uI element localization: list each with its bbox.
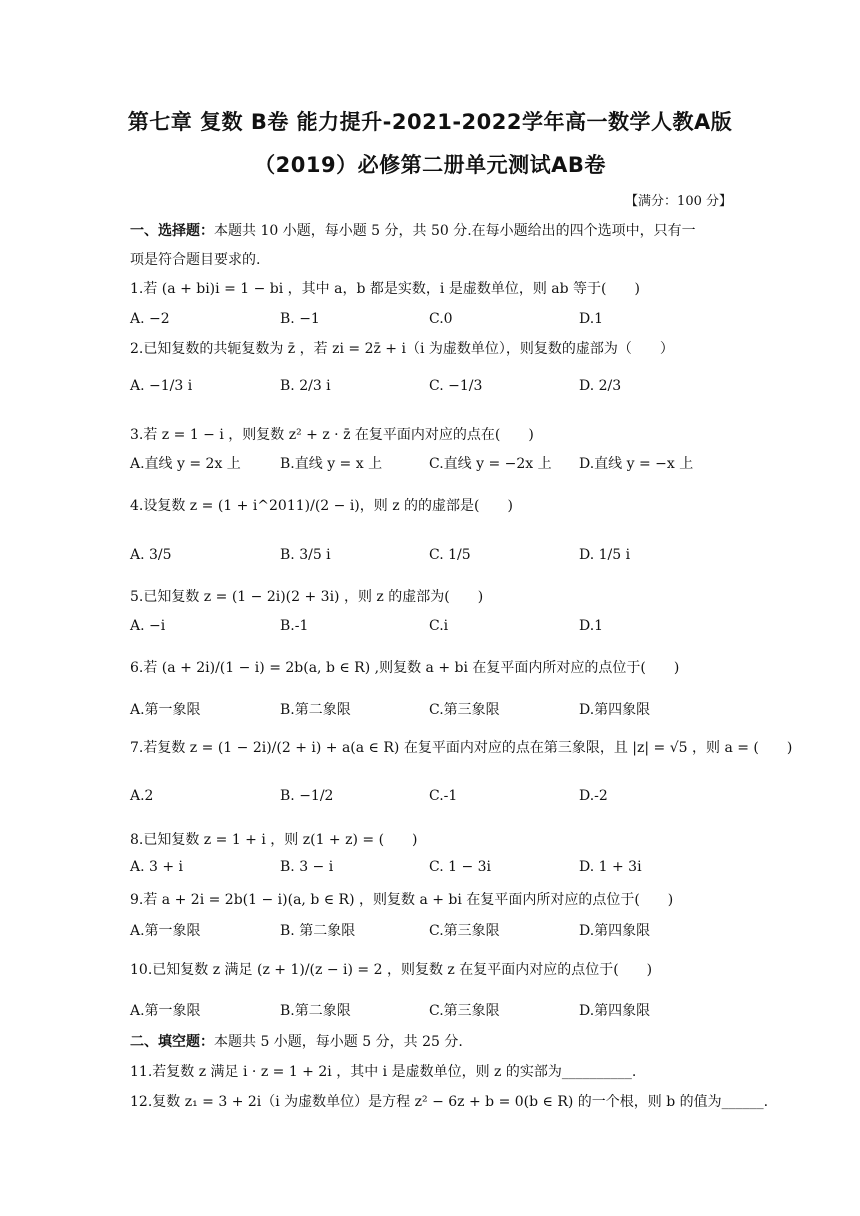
question-12: 12.复数 z₁ = 3 + 2i（i 为虚数单位）是方程 z² − 6z + b = 0(b ∈ R) 的一个根，则 b 的值为______. — [130, 1094, 769, 1110]
question-5: 5.已知复数 z = (1 − 2i)(2 + 3i) ，则 z 的虚部为( ) — [130, 589, 484, 605]
question-4: 4.设复数 z = (1 + i^2011)/(2 − i)，则 z 的的虚部是( ) — [130, 498, 513, 514]
option-1c: C.0 — [429, 311, 453, 327]
option-3d: D.直线 y = −x 上 — [579, 456, 694, 472]
options-5 — [130, 618, 730, 658]
option-4a: A. 3/5 — [130, 547, 172, 563]
option-4c: C. 1/5 — [429, 547, 471, 563]
option-7b: B. −1/2 — [280, 788, 334, 804]
option-10c: C.第三象限 — [429, 1003, 500, 1019]
section1-heading: 一、选择题： — [130, 223, 214, 239]
doc-title-line2: （2019）必修第二册单元测试AB卷 — [254, 153, 606, 177]
option-3b: B.直线 y = x 上 — [280, 456, 383, 472]
option-1a: A. −2 — [130, 311, 170, 327]
option-3c: C.直线 y = −2x 上 — [429, 456, 552, 472]
score-note: 【满分：100 分】 — [625, 194, 732, 209]
doc-title-line1: 第七章 复数 B卷 能力提升-2021-2022学年高一数学人教A版 — [127, 110, 733, 134]
options-9 — [130, 920, 730, 960]
option-6b: B.第二象限 — [280, 702, 351, 718]
option-5c: C.i — [429, 618, 449, 634]
option-2d: D. 2/3 — [579, 378, 622, 394]
options-6 — [130, 699, 730, 739]
option-8a: A. 3 + i — [130, 859, 184, 875]
option-5a: A. −i — [130, 618, 166, 634]
section2-intro — [130, 1031, 750, 1051]
option-6c: C.第三象限 — [429, 702, 500, 718]
option-2a: A. −1/3 i — [130, 378, 193, 394]
option-7a: A.2 — [130, 788, 154, 804]
option-8b: B. 3 − i — [280, 859, 334, 875]
option-4d: D. 1/5 i — [579, 547, 631, 563]
option-8c: C. 1 − 3i — [429, 859, 492, 875]
option-10a: A.第一象限 — [130, 1003, 201, 1019]
option-9b: B. 第二象限 — [280, 923, 356, 939]
options-2 — [130, 378, 730, 418]
section1-desc-line2: 项是符合题目要求的. — [130, 252, 261, 268]
option-10b: B.第二象限 — [280, 1003, 351, 1019]
option-9d: D.第四象限 — [579, 923, 651, 939]
option-6d: D.第四象限 — [579, 702, 651, 718]
section2-heading: 二、填空题： — [130, 1034, 214, 1050]
options-4 — [130, 547, 730, 587]
option-1b: B. −1 — [280, 311, 320, 327]
option-10d: D.第四象限 — [579, 1003, 651, 1019]
options-3 — [130, 453, 730, 493]
question-2: 2.已知复数的共轭复数为 z̄ ，若 zi = 2z̄ + i（i 为虚数单位），则复数的虚部为（ ） — [130, 341, 674, 357]
question-11: 11.若复数 z 满足 i · z = 1 + 2i ，其中 i 是虚数单位，则 z 的实部为__________. — [130, 1064, 637, 1080]
option-6a: A.第一象限 — [130, 702, 201, 718]
question-6: 6.若 (a + 2i)/(1 − i) = 2b(a, b ∈ R) ,则复数 a + bi 在复平面内所对应的点位于( ) — [130, 660, 680, 676]
question-8: 8.已知复数 z = 1 + i ，则 z(1 + z) = ( ) — [130, 832, 418, 848]
section1-intro — [130, 220, 750, 240]
section2-desc: 本题共 5 小题，每小题 5 分，共 25 分. — [214, 1034, 463, 1050]
option-2c: C. −1/3 — [429, 378, 483, 394]
section1-desc-line1: 本题共 10 小题，每小题 5 分，共 50 分.在每小题给出的四个选项中，只有一 — [214, 223, 696, 239]
option-7c: C.-1 — [429, 788, 458, 804]
option-4b: B. 3/5 i — [280, 547, 331, 563]
option-7d: D.-2 — [579, 788, 608, 804]
option-1d: D.1 — [579, 311, 604, 327]
option-3a: A.直线 y = 2x 上 — [130, 456, 241, 472]
question-10: 10.已知复数 z 满足 (z + 1)/(z − i) = 2 ，则复数 z 在复平面内对应的点位于( ) — [130, 962, 653, 978]
option-5d: D.1 — [579, 618, 604, 634]
option-8d: D. 1 + 3i — [579, 859, 642, 875]
question-3: 3.若 z = 1 − i ，则复数 z² + z · z̄ 在复平面内对应的点在( ) — [130, 427, 534, 443]
question-7: 7.若复数 z = (1 − 2i)/(2 + i) + a(a ∈ R) 在复平面内对应的点在第三象限，且 |z| = √5 ，则 a = ( ) — [130, 740, 793, 756]
option-5b: B.-1 — [280, 618, 309, 634]
question-1: 1.若 (a + bi)i = 1 − bi ，其中 a，b 都是实数，i 是虚数单位，则 ab 等于( ) — [130, 281, 640, 297]
option-2b: B. 2/3 i — [280, 378, 331, 394]
question-9: 9.若 a + 2i = 2b(1 − i)(a, b ∈ R) ，则复数 a + bi 在复平面内所对应的点位于( ) — [130, 892, 674, 908]
option-9c: C.第三象限 — [429, 923, 500, 939]
options-7 — [130, 788, 730, 828]
option-9a: A.第一象限 — [130, 923, 201, 939]
